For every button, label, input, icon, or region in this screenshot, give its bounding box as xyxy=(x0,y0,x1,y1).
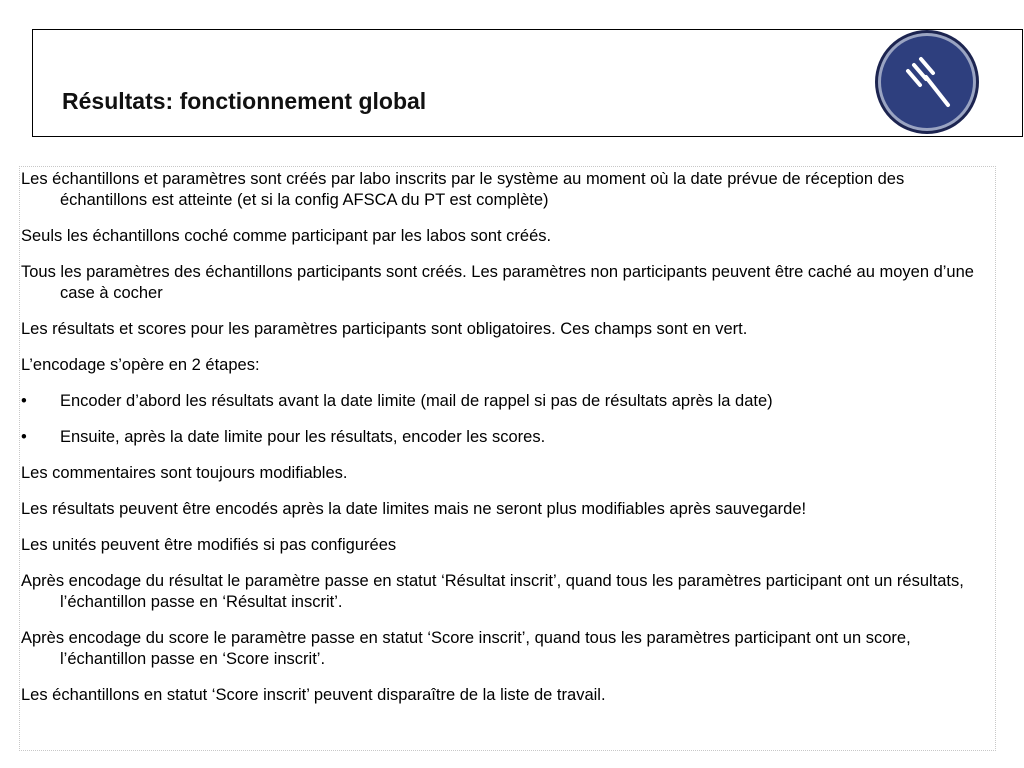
paragraph: L’encodage s’opère en 2 étapes: xyxy=(21,356,260,374)
utensils-emblem-icon xyxy=(874,29,980,135)
paragraph: Les résultats et scores pour les paramètres participants sont obligatoires. Ces champs sont en vert. xyxy=(21,320,748,338)
paragraph: Les commentaires sont toujours modifiables. xyxy=(21,464,348,482)
paragraph: Seuls les échantillons coché comme participant par les labos sont créés. xyxy=(21,227,552,245)
paragraph: Les échantillons en statut ‘Score inscrit’ peuvent disparaître de la liste de travail. xyxy=(21,686,606,704)
paragraph: Tous les paramètres des échantillons participants sont créés. Les paramètres non participants peuvent être caché au moyen d’une case à cocher xyxy=(21,263,974,302)
paragraph: Les échantillons et paramètres sont créés par labo inscrits par le système au moment où la date prévue de réception des échantillons est atteinte (et si la config AFSCA du PT est complète) xyxy=(21,170,905,209)
bullet-marker: • xyxy=(21,428,27,446)
bullet-text: Encoder d’abord les résultats avant la date limite (mail de rappel si pas de résultats après la date) xyxy=(60,392,773,410)
bullet-marker: • xyxy=(21,392,27,410)
content-body xyxy=(19,166,996,751)
paragraph: Après encodage du score le paramètre passe en statut ‘Score inscrit’, quand tous les paramètres participant ont un score, l’échantillon passe en ‘Score inscrit’. xyxy=(21,629,911,668)
bullet-item xyxy=(21,427,995,448)
page-title: Résultats: fonctionnement global xyxy=(62,88,427,114)
header-box xyxy=(32,29,1023,137)
paragraph: Les résultats peuvent être encodés après la date limites mais ne seront plus modifiables après sauvegarde! xyxy=(21,500,807,518)
bullet-text: Ensuite, après la date limite pour les résultats, encoder les scores. xyxy=(60,428,546,446)
paragraph: Les unités peuvent être modifiés si pas configurées xyxy=(21,536,397,554)
bullet-item xyxy=(21,391,995,412)
paragraph: Après encodage du résultat le paramètre passe en statut ‘Résultat inscrit’, quand tous les paramètres participant ont un résultats, l’échantillon passe en ‘Résultat inscrit’. xyxy=(21,572,964,611)
